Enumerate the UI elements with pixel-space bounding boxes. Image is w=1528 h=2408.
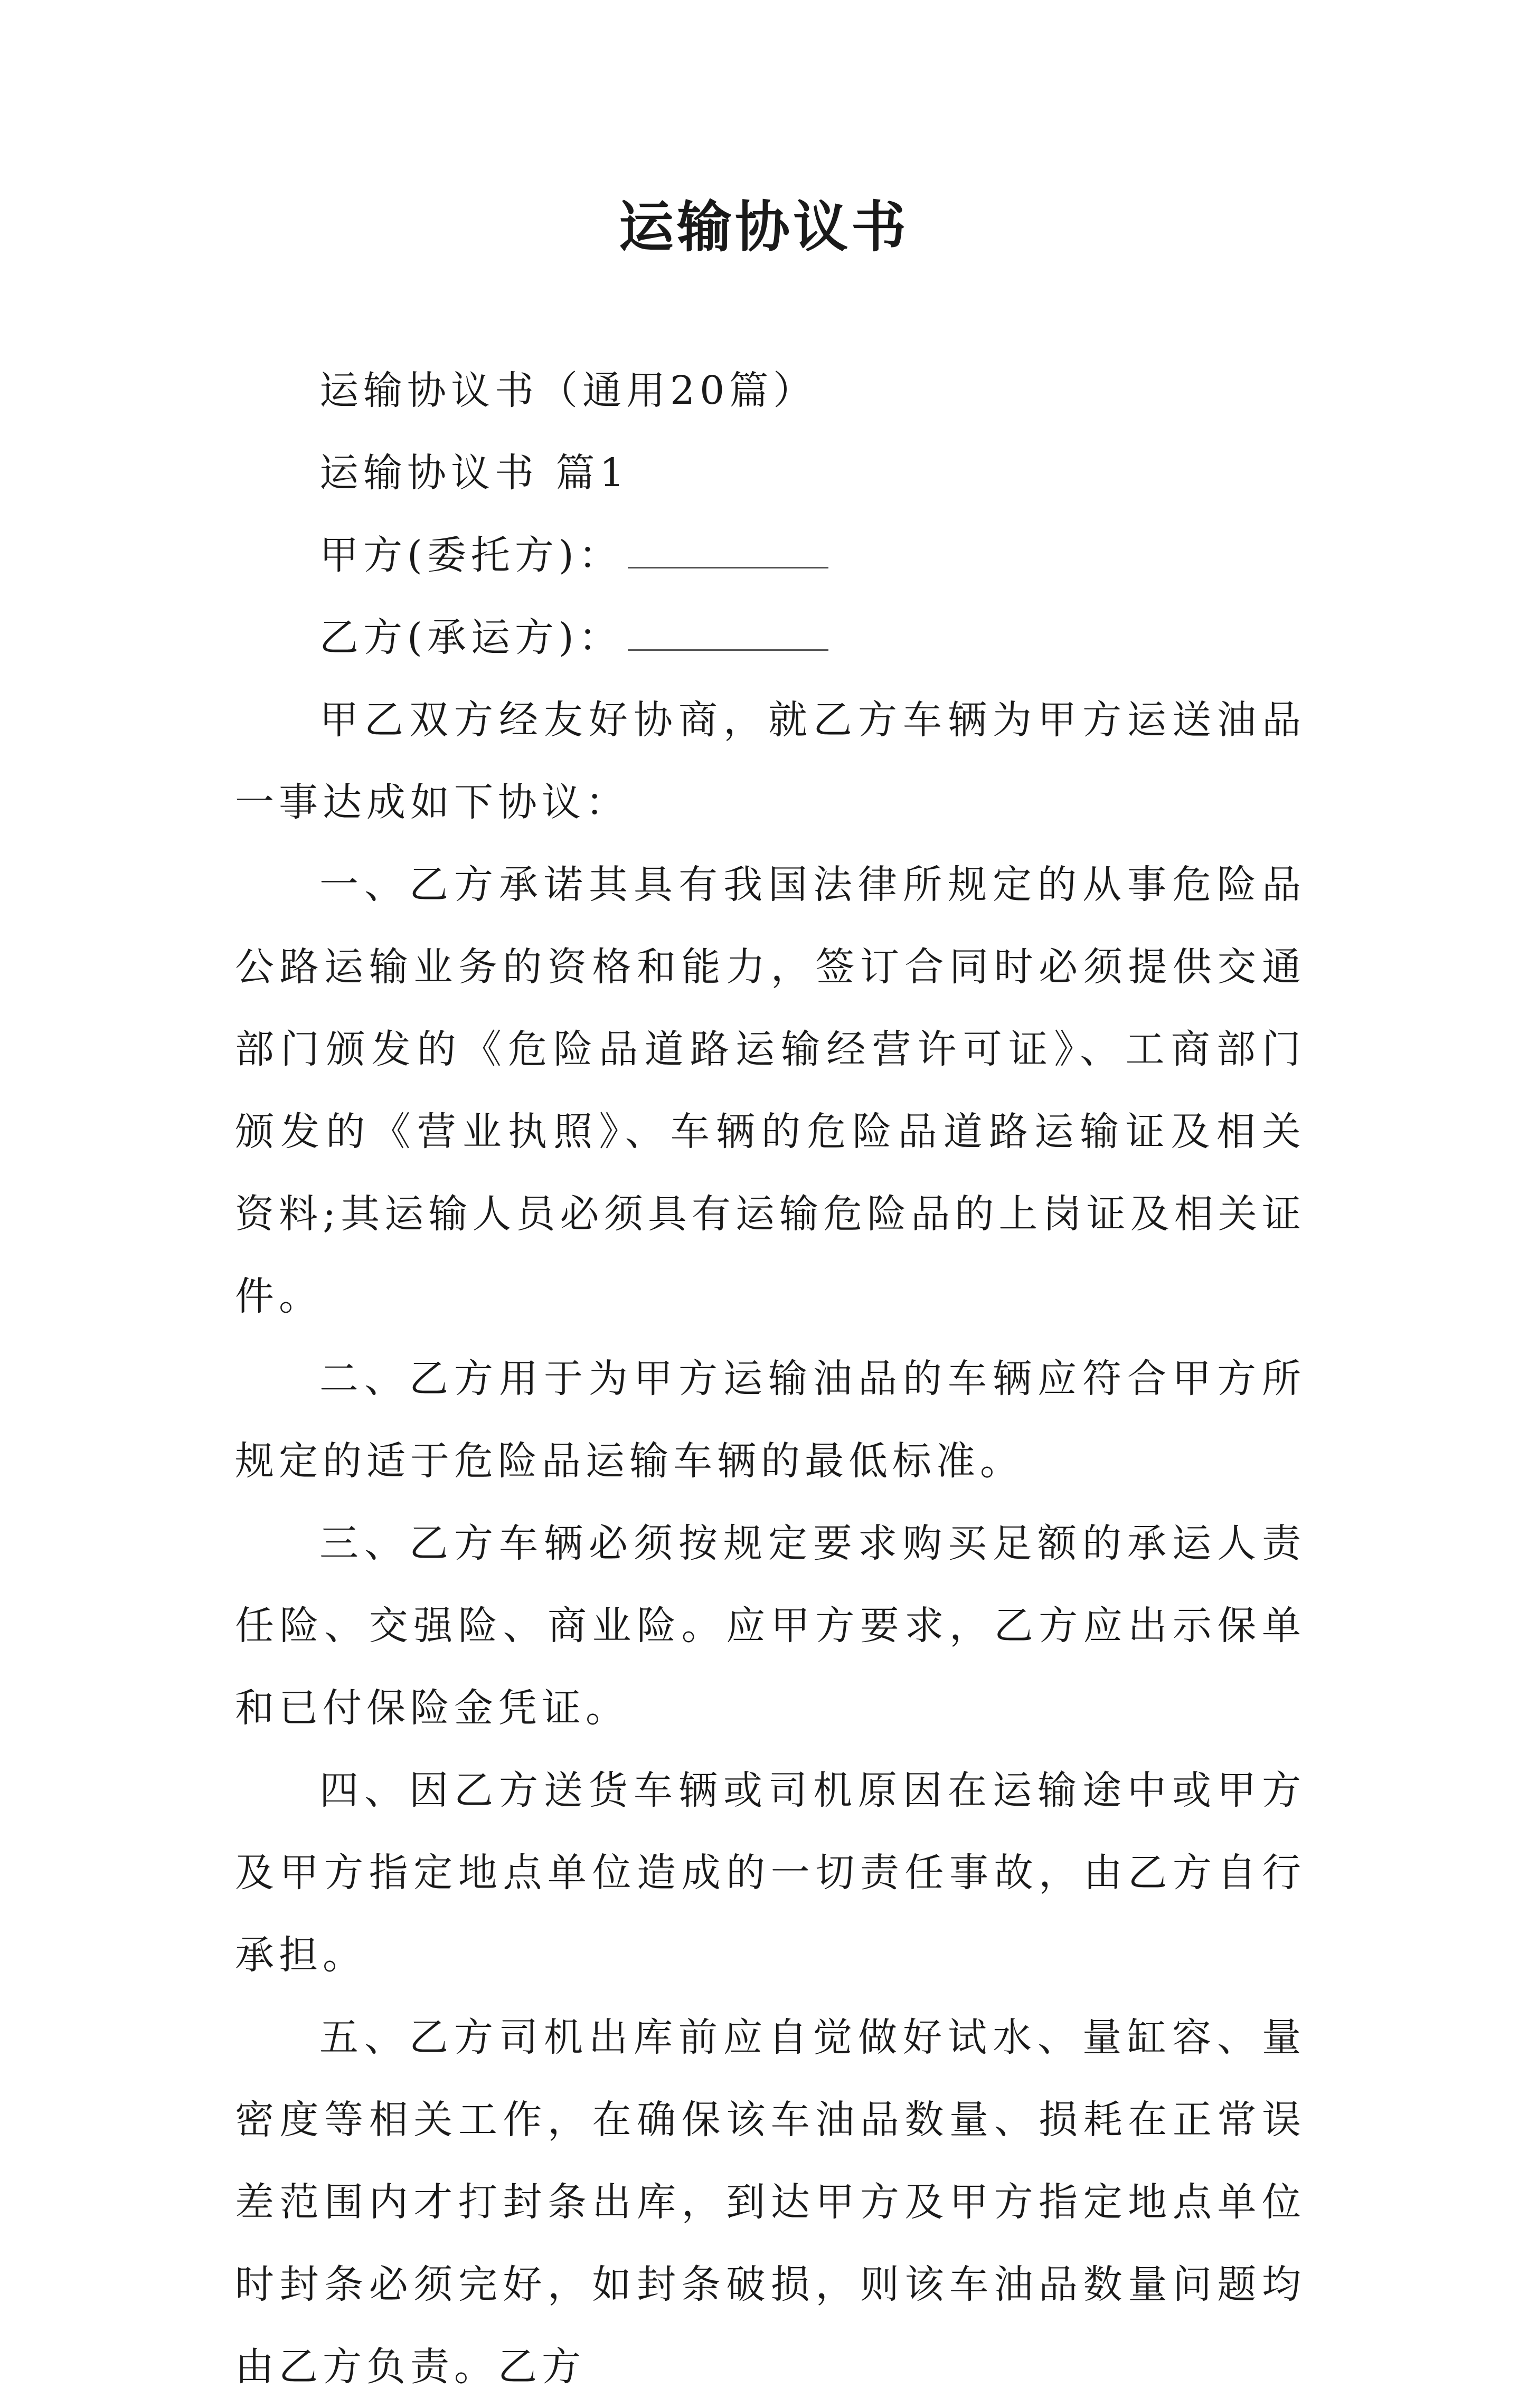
- party-a-label: 甲方(委托方)：: [319, 533, 622, 578]
- document-title: 运输协议书: [618, 194, 909, 259]
- intro-paragraph: 甲乙双方经友好协商，就乙方车辆为甲方运送油品一事达成如下协议：: [235, 697, 1306, 825]
- party-b-blank-line: [628, 610, 828, 651]
- document-body: [235, 349, 1306, 2408]
- clause-2-paragraph: 二、乙方用于为甲方运输油品的车辆应符合甲方所规定的适于危险品运输车辆的最低标准。: [235, 1356, 1306, 1484]
- clause-1-paragraph: 一、乙方承诺其具有我国法律所规定的从事危险品公路运输业务的资格和能力，签订合同时必须提供交通部门颁发的《危险品道路运输经营许可证》、工商部门颁发的《营业执照》、车辆的危险品道路运输证及相关资料;其运输人员必须具有运输危险品的上岗证及相关证件。: [235, 862, 1306, 1319]
- party-b-line: [235, 596, 1306, 679]
- clause-3-paragraph: 三、乙方车辆必须按规定要求购买足额的承运人责任险、交强险、商业险。应甲方要求，乙方应出示保单和已付保险金凭证。: [235, 1521, 1306, 1731]
- document-subtitle: 运输协议书（通用20篇）: [319, 368, 817, 413]
- party-b-label: 乙方(承运方)：: [319, 615, 622, 660]
- clause-5-paragraph: 五、乙方司机出库前应自觉做好试水、量缸容、量密度等相关工作，在确保该车油品数量、损耗在正常误差范围内才打封条出库，到达甲方及甲方指定地点单位时封条必须完好，如封条破损，则该车油品数量问题均由乙方负责。乙方: [235, 2015, 1306, 2390]
- party-a-blank-line: [628, 528, 828, 568]
- clause-4-paragraph: 四、因乙方送货车辆或司机原因在运输途中或甲方及甲方指定地点单位造成的一切责任事故，由乙方自行承担。: [235, 1768, 1306, 1978]
- section-heading: 运输协议书 篇1: [319, 450, 629, 496]
- party-a-line: [235, 514, 1306, 596]
